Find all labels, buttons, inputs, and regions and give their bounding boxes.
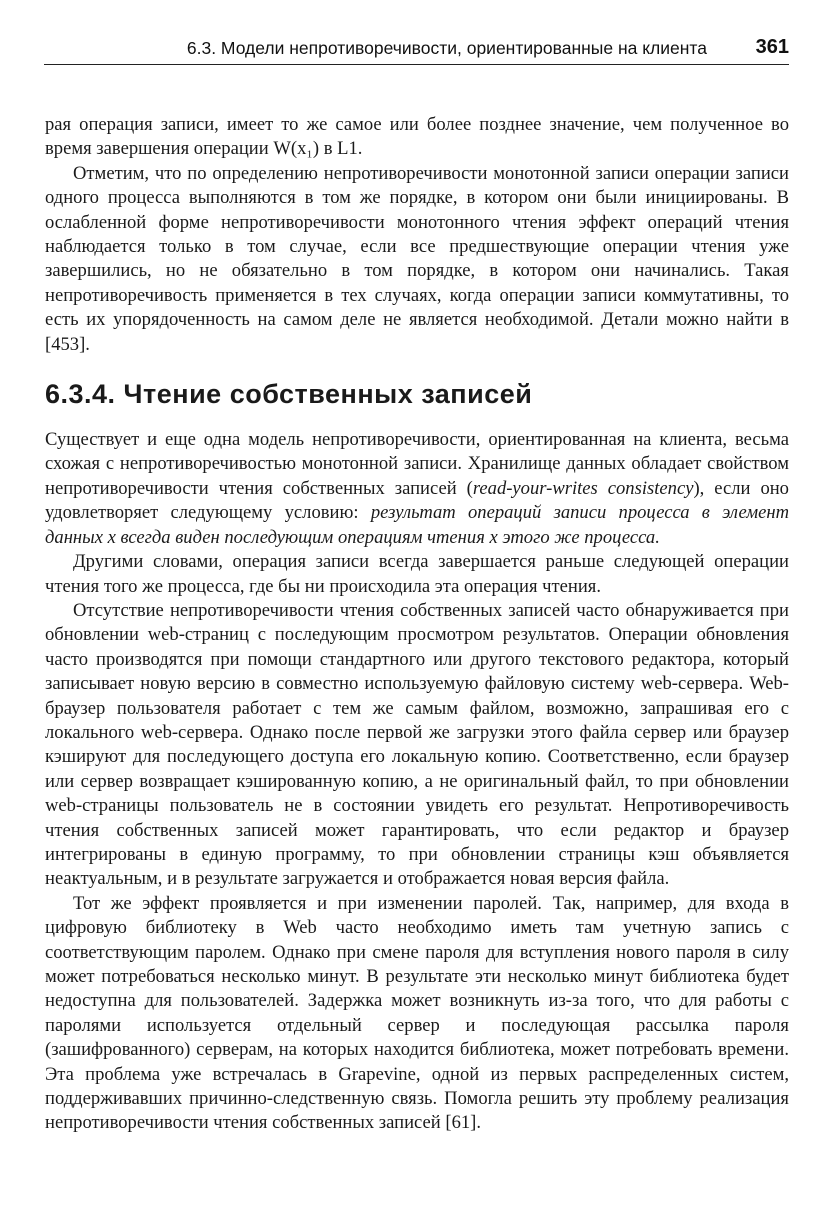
- paragraph-web-example: Отсутствие непротиворечивости чтения собственных записей часто обнаруживается при обновлении web-страниц с последующим просмотром результатов. Операции обновления часто производятся при помощи стандартного или другого текстового редактора, который записывает новую версию в совместно используемую файловую систему web-сервера. Web-браузер пользователя работает с тем же самым файлом, возможно, запрашивая его с локального web-сервера. Однако после первой же загрузки этого файла сервер или браузер кэшируют для последующего доступа его локальную копию. Соответственно, если браузер или сервер возвращает кэшированную копию, а не оригинальный файл, то при обновлении web-страницы пользователь не в состоянии увидеть его результат. Непротиворечивость чтения собственных записей может гарантировать, что если редактор и браузер интегрированы в единую программу, то при обновлении страницы кэш объявляется неактуальным, и в результате загружается и отображается новая версия файла.: [45, 599, 789, 890]
- paragraph-in-other-words: Другими словами, операция записи всегда завершается раньше следующей операции чтения того же процесса, где бы ни происходила эта операция чтения.: [45, 551, 789, 597]
- definition-condition: результат операций записи процесса в элемент данных x всегда виден последующим операциям чтения x этого же процесса.: [45, 502, 790, 548]
- page-number: 361: [755, 36, 789, 58]
- term-english: read-your-writes consistency: [472, 477, 694, 499]
- paragraph-monotonic-writes-note: Отметим, что по определению непротиворечивости монотонной записи операции записи одного процесса выполняются в том же порядке, в котором они были инициированы. В ослабленной форме непротиворечивости монотонного чтения эффект операций чтения наблюдается только в том случае, если все предшествующие операции чтения уже завершились, но не обязательно в том порядке, в котором они начинались. Такая непротиворечивость применяется в тех случаях, когда операции записи коммутативны, то есть их упорядоченность на самом деле не является необходимой. Детали можно найти в [453].: [45, 162, 789, 355]
- running-head-title: 6.3. Модели непротиворечивости, ориентированные на клиента: [186, 38, 707, 58]
- running-head: [44, 38, 789, 62]
- header-rule: [44, 64, 789, 65]
- paragraph-continued: рая операция записи, имеет то же самое или более позднее значение, чем полученное во время завершения операции W(x₁) в L1.: [45, 114, 789, 160]
- body-text: [45, 113, 789, 1136]
- definition-text-middle: ), если оно удовлетворяет следующему условию:: [45, 477, 789, 524]
- paragraph-definition: [45, 428, 789, 550]
- paragraph-password-example: Тот же эффект проявляется и при изменении паролей. Так, например, для входа в цифровую библиотеку в Web часто необходимо иметь там учетную запись с соответствующим паролем. Однако при смене пароля для вступления нового пароля в силу может потребоваться несколько минут. В результате эти несколько минут библиотека будет недоступна для пользователей. Задержка может возникнуть из-за того, что для работы с паролями используется отдельный сервер и последующая рассылка пароля (зашифрованного) серверам, на которых находится библиотека, может потребовать времени. Эта проблема уже встречалась в Grapevine, одной из первых распределенных систем, поддерживавших причинно-следственную связь. Помогла решить эту проблему реализация непротиворечивости чтения собственных записей [61].: [45, 892, 789, 1134]
- definition-text-start: Существует и еще одна модель непротиворечивости, ориентированная на клиента, весьма схожая с непротиворечивостью монотонной записи. Хранилище данных обладает свойством непротиворечивости чтения собственных записей (: [45, 429, 789, 499]
- section-heading: 6.3.4. Чтение собственных записей: [45, 379, 533, 410]
